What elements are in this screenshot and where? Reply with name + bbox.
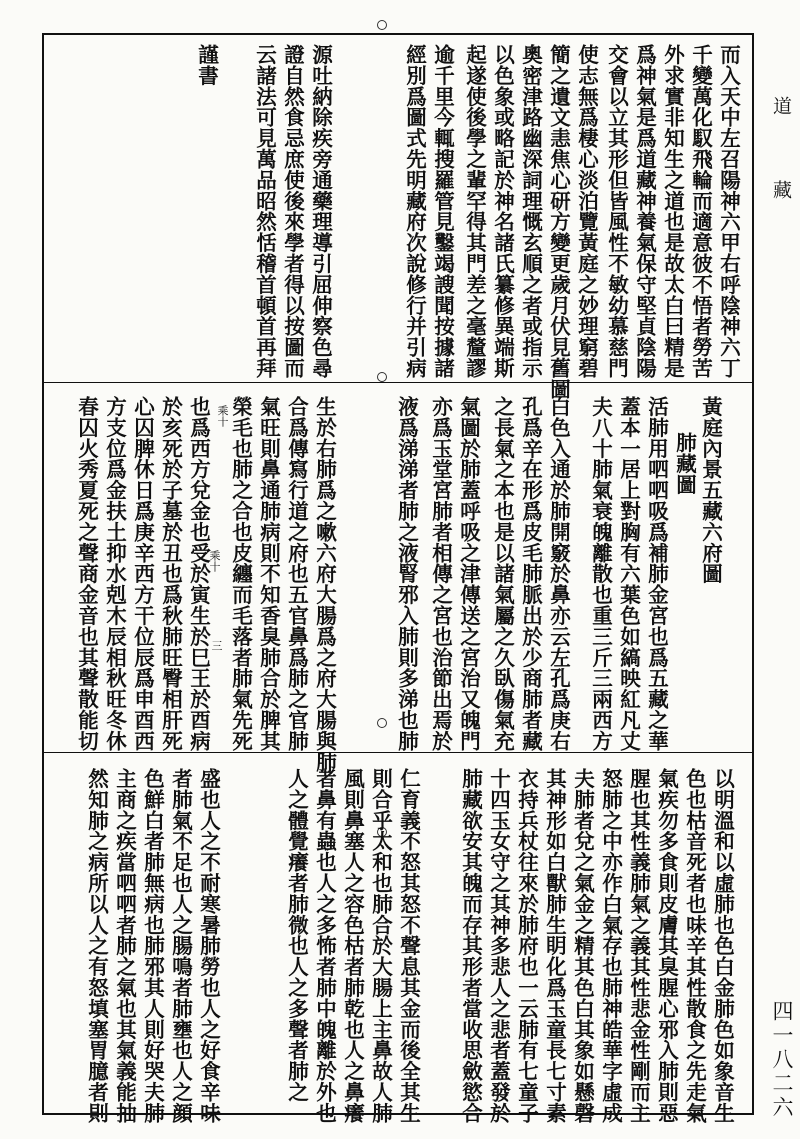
text-column: 心囚脾休日爲庚辛西方干位辰爲申酉西 [130, 396, 155, 752]
text-column: 也爲西方兌金也受於寅生於巳王於酉病 [186, 396, 211, 752]
text-column: 然知肺之病所以人之有怒填塞胃臆者則 [84, 768, 109, 1124]
text-column: 仁育義不怒其怒不聲息其金而後全其生 [396, 768, 421, 1124]
binding-ring-top [377, 20, 387, 30]
text-column: 者鼻有蟲也人之多怖者肺中魄離於外也 [312, 768, 337, 1124]
text-column: 液爲涕涕者肺之液腎邪入肺則多涕也肺 [394, 396, 419, 752]
text-column: 方支位爲金扶土抑水剋木辰相秋旺冬休 [102, 396, 127, 752]
page-number: 四一八二六 [770, 1000, 794, 1120]
text-column: 怒肺之中亦作白氣存也肺神皓華字虛成 [598, 768, 623, 1124]
section-title: 黃庭內景五藏六府圖 [698, 396, 723, 585]
text-column: 源吐納除疾旁通藥理導引屈伸察色尋 [308, 44, 333, 379]
text-column-signature: 謹書 [194, 44, 219, 86]
text-column: 云諸法可見萬品昭然恬稽首頓首再拜 [252, 44, 277, 379]
text-column: 主商之疾當呬呬者肺之氣也其氣義能抽 [112, 768, 137, 1124]
margin-mark: 三 [210, 640, 223, 651]
text-column: 交會以立其形但皆風性不敏幼慕慈門 [604, 44, 629, 379]
text-column: 起遂使後學之輩罕得其門差之毫釐謬 [462, 44, 487, 379]
binding-ring [377, 372, 387, 382]
text-column: 亦爲玉堂宮肺者相傳之宮也治節出焉於 [428, 396, 453, 752]
text-column: 氣疾勿多食則皮膚其臭腥心邪入肺則惡 [654, 768, 679, 1124]
text-column: 夫八十肺氣衰魄離散也重三斤三兩西方 [588, 396, 613, 752]
margin-label: 道 [770, 96, 792, 115]
text-column: 外求實非知生之道也是故太白曰精是 [660, 44, 685, 379]
text-column: 春囚火秀夏死之聲商金音也其聲散能切 [74, 396, 99, 752]
text-column: 爲神氣是爲道藏神養氣保守堅貞陰陽 [632, 44, 657, 379]
text-column: 逾千里今輒搜羅管見鑿竭謏聞按據諸 [430, 44, 455, 379]
text-column: 則合乎太和也肺合於大腸上主鼻故人肺 [368, 768, 393, 1124]
text-column: 孔爲辛在形爲皮毛肺脈出於少商肺者藏 [518, 396, 543, 752]
text-column: 氣圖於肺蓋呼吸之津傳送之宮治又魄門 [456, 396, 481, 752]
text-column: 簡之遺文恚焦心研方變更歲月伏見舊圖 [546, 44, 571, 400]
margin-label-2: 藏 [770, 180, 792, 199]
text-column: 於亥死於子墓於丑也爲秋肺旺臀相肝死 [158, 396, 183, 752]
text-column: 氣旺則鼻通肺病則不知香臭肺合於脾其 [256, 396, 281, 752]
text-column: 生於右肺爲之嗽六府大腸爲之府大腸與肺 [312, 396, 337, 773]
text-column: 經別爲圖式先明藏府次說修行并引病 [402, 44, 427, 379]
text-column: 而入天中左召陽神六甲右呼陰神六丁 [716, 44, 741, 379]
text-column: 十四玉女守之其神多悲人之悲者蓋發於 [486, 768, 511, 1124]
section-divider-2 [42, 752, 754, 753]
text-column: 者肺氣不足也人之腸鳴者肺壅也人之顔 [168, 768, 193, 1124]
section-subtitle: 肺藏圖 [672, 432, 697, 495]
text-column: 色也枯音死者也味辛其性散食之先走氣 [682, 768, 707, 1124]
text-column: 風則鼻塞人之容色枯者肺乾也人之鼻癢 [340, 768, 365, 1124]
text-column: 白色入通於肺開竅於鼻亦云左孔爲庚右 [546, 396, 571, 752]
text-column: 之長氣之本也是以諸氣屬之久臥傷氣充 [490, 396, 515, 752]
text-column: 蓋本一居上對胸有六葉色如縞映紅凡丈 [616, 396, 641, 752]
text-column: 以明溫和以虛肺也色白金肺色如象音生 [710, 768, 735, 1124]
text-column: 以色象或略記於神名諸氏纂修異端斯 [490, 44, 515, 379]
text-column: 證自然食忌庶使後來學者得以按圖而 [280, 44, 305, 379]
margin-mark: 乘十 [208, 550, 221, 572]
text-column: 肺藏欲安其魄而存其形者當收思斂慾合 [458, 768, 483, 1124]
text-column: 色鮮白者肺無病也肺邪其人則好哭夫肺 [140, 768, 165, 1124]
text-column: 千變萬化馭飛輪而適意彼不悟者勞苦 [688, 44, 713, 379]
text-column: 奧密津路幽深詞理慨玄順之者或指示 [518, 44, 543, 379]
text-column: 盛也人之不耐寒暑肺勞也人之好食辛味 [196, 768, 221, 1124]
text-column: 衣持兵杖往來於肺府也一云肺有七童子 [514, 768, 539, 1124]
margin-mark: 乘十 [216, 405, 229, 427]
text-column: 榮毛也肺之合也皮纏而毛落者肺氣先死 [228, 396, 253, 752]
binding-ring [377, 718, 387, 728]
text-column: 使志無爲棲心淡泊覽黃庭之妙理窮碧 [574, 44, 599, 379]
text-column: 人之體覺癢者肺微也人之多聲者肺之 [284, 768, 309, 1103]
text-column: 活肺用呬呬吸爲補肺金宮也爲五藏之華 [644, 396, 669, 752]
text-column: 腥也其性義肺氣之義其性悲金性剛而主 [626, 768, 651, 1124]
text-column: 夫肺者兌之氣金之精其色白其象如懸磬 [570, 768, 595, 1124]
section-divider-1 [42, 382, 754, 383]
text-column: 其神形如白獸肺生眀化爲玉童長七寸素 [542, 768, 567, 1124]
text-column: 合爲傳寫行道之府也五官鼻爲肺之官肺 [284, 396, 309, 752]
